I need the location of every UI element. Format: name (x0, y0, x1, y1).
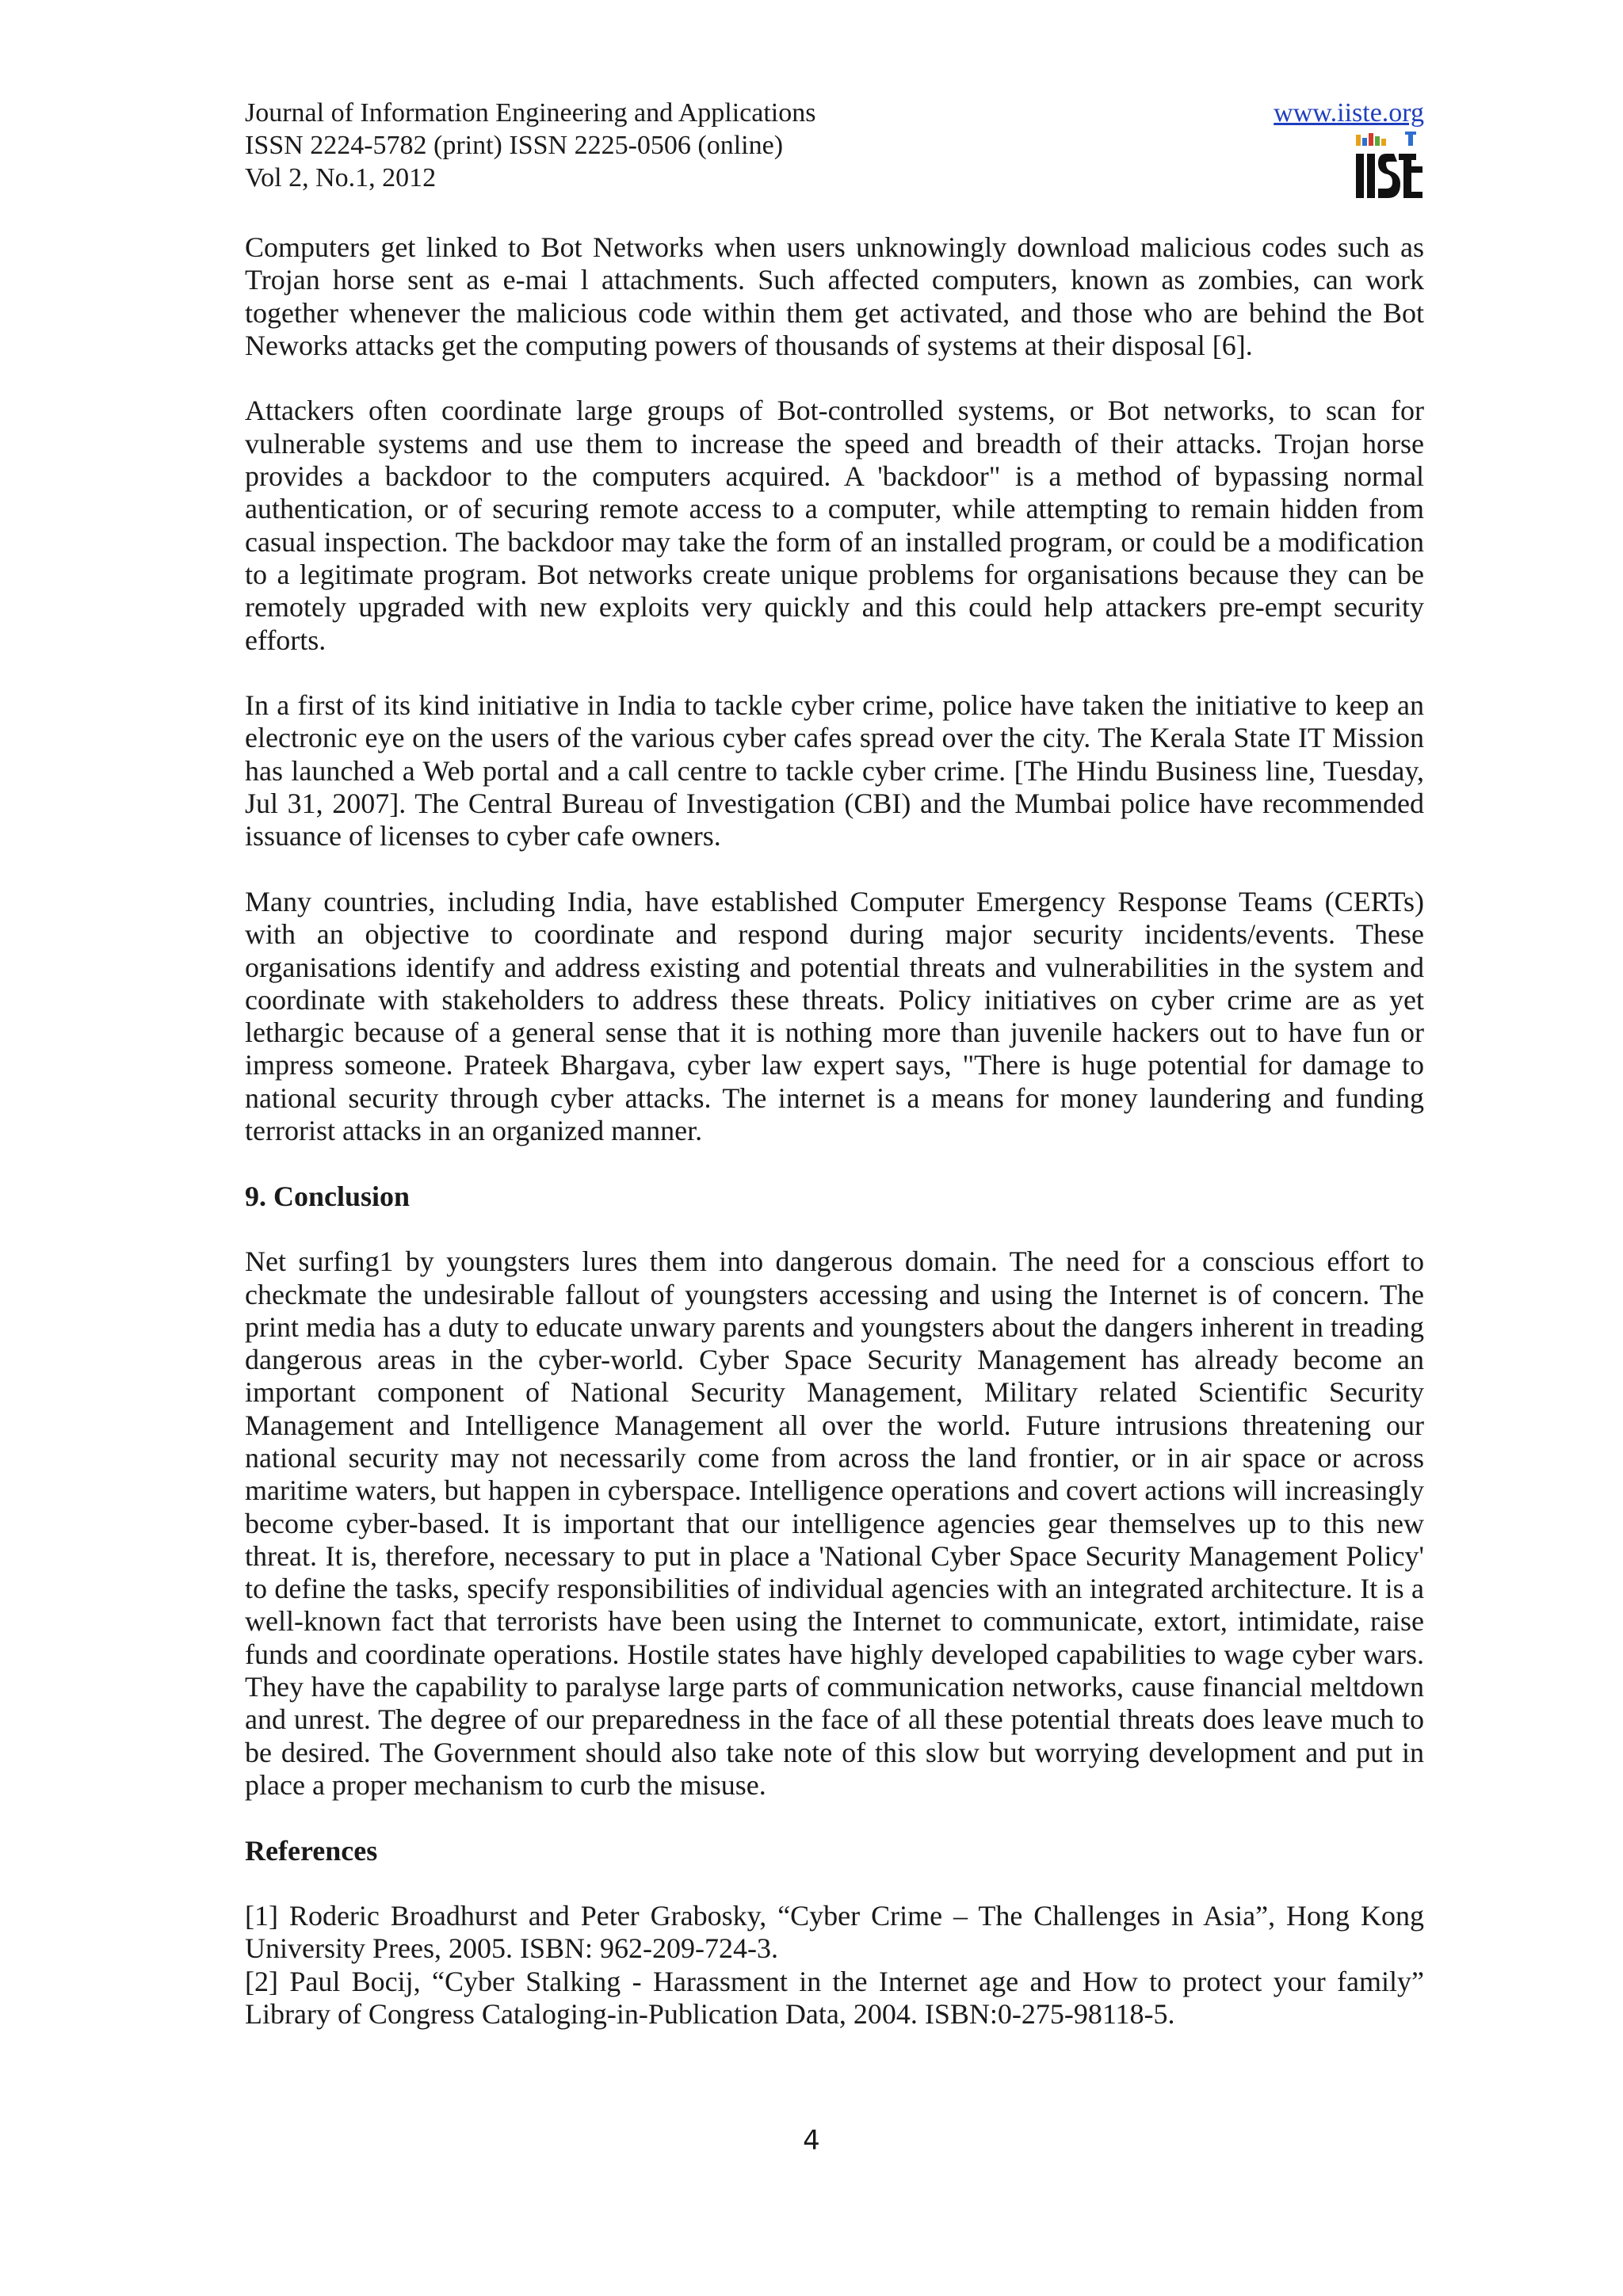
reference-item: [1] Roderic Broadhurst and Peter Grabosky, “Cyber Crime – The Challenges in Asia”, Hong Kong University Prees, 2005. ISBN: 962-209-724-3. (245, 1900, 1424, 1965)
iiste-logo-icon (1353, 132, 1424, 200)
page-header (245, 97, 1424, 200)
paragraph-certs: Many countries, including India, have established Computer Emergency Response Teams (CERTs) with an objective to coordinate and respond during major security incidents/events. These organisations identify and address existing and potential threats and vulnerabilities in the system and coordinate with stakeholders to address these threats. Policy initiatives on cyber crime are as yet lethargic because of a general sense that it is nothing more than juvenile hackers out to have fun or impress someone. Prateek Bhargava, cyber law expert says, "There is huge potential for damage to national security through cyber attacks. The internet is a means for money laundering and funding terrorist attacks in an organized manner. (245, 885, 1424, 1147)
conclusion-paragraph: Net surfing1 by youngsters lures them into dangerous domain. The need for a conscious effort to checkmate the undesirable fallout of youngsters accessing and using the Internet is of concern. The print media has a duty to educate unwary parents and youngsters about the dangers inherent in treading dangerous areas in the cyber-world. Cyber Space Security Management has already become an important component of National Security Management, Military related Scientific Security Management and Intelligence Management all over the world. Future intrusions threatening our national security may not necessarily come from across the land frontier, or in air space or across maritime waters, but happen in cyberspace. Intelligence operations and covert actions will increasingly become cyber-based. It is important that our intelligence agencies gear themselves up to this new threat. It is, therefore, necessary to put in place a 'National Cyber Space Security Management Policy' to define the tasks, specify responsibilities of individual agencies with an integrated architecture. It is a well-known fact that terrorists have been using the Internet to communicate, extort, intimidate, raise funds and coordinate operations. Hostile states have highly developed capabilities to wage cyber wars. They have the capability to paralyse large parts of communication networks, cause financial meltdown and unrest. The degree of our preparedness in the face of all these potential threats does leave much to be desired. The Government should also take note of this slow but worrying development and put in place a proper mechanism to curb the misuse. (245, 1245, 1424, 1801)
conclusion-heading: 9. Conclusion (245, 1180, 411, 1212)
reference-item: [2] Paul Bocij, “Cyber Stalking - Harassment in the Internet age and How to protect your family” Library of Congress Cataloging-in-Publication Data, 2004. ISBN:0-275-98118-5. (245, 1965, 1424, 2031)
page-number: 4 (803, 2125, 820, 2157)
references-list (245, 1900, 1424, 2031)
journal-title: Journal of Information Engineering and Applications (245, 98, 816, 128)
journal-issn: ISSN 2224-5782 (print) ISSN 2225-0506 (online) (245, 131, 784, 160)
journal-volume: Vol 2, No.1, 2012 (245, 163, 437, 193)
journal-url-link[interactable]: www.iiste.org (1274, 98, 1424, 128)
journal-info (245, 97, 1424, 194)
paragraph-attackers: Attackers often coordinate large groups of Bot-controlled systems, or Bot networks, to scan for vulnerable systems and use them to increase the speed and breadth of their attacks. Trojan horse provides a backdoor to the computers acquired. A 'backdoor" is a method of bypassing normal authentication, or of securing remote access to a computer, while attempting to remain hidden from casual inspection. The backdoor may take the form of an installed program, or could be a modification to a legitimate program. Bot networks create unique problems for organisations because they can be remotely upgraded with new exploits very quickly and this could help attackers pre-empt security efforts. (245, 395, 1424, 656)
references-heading: References (245, 1834, 378, 1867)
paragraph-india-initiative: In a first of its kind initiative in India to tackle cyber crime, police have taken the initiative to keep an electronic eye on the users of the various cyber cafes spread over the city. The Kerala State IT Mission has launched a Web portal and a call centre to tackle cyber crime. [The Hindu Business line, Tuesday, Jul 31, 2007]. The Central Bureau of Investigation (CBI) and the Mumbai police have recommended issuance of licenses to cyber cafe owners. (245, 689, 1424, 852)
article-body (245, 231, 1424, 2031)
paragraph-bot-networks: Computers get linked to Bot Networks when users unknowingly download malicious codes such as Trojan horse sent as e-mai l attachments. Such affected computers, known as zombies, can work together whenever the malicious code within them get activated, and those who are behind the Bot Neworks attacks get the computing powers of thousands of systems at their disposal [6]. (245, 231, 1424, 361)
